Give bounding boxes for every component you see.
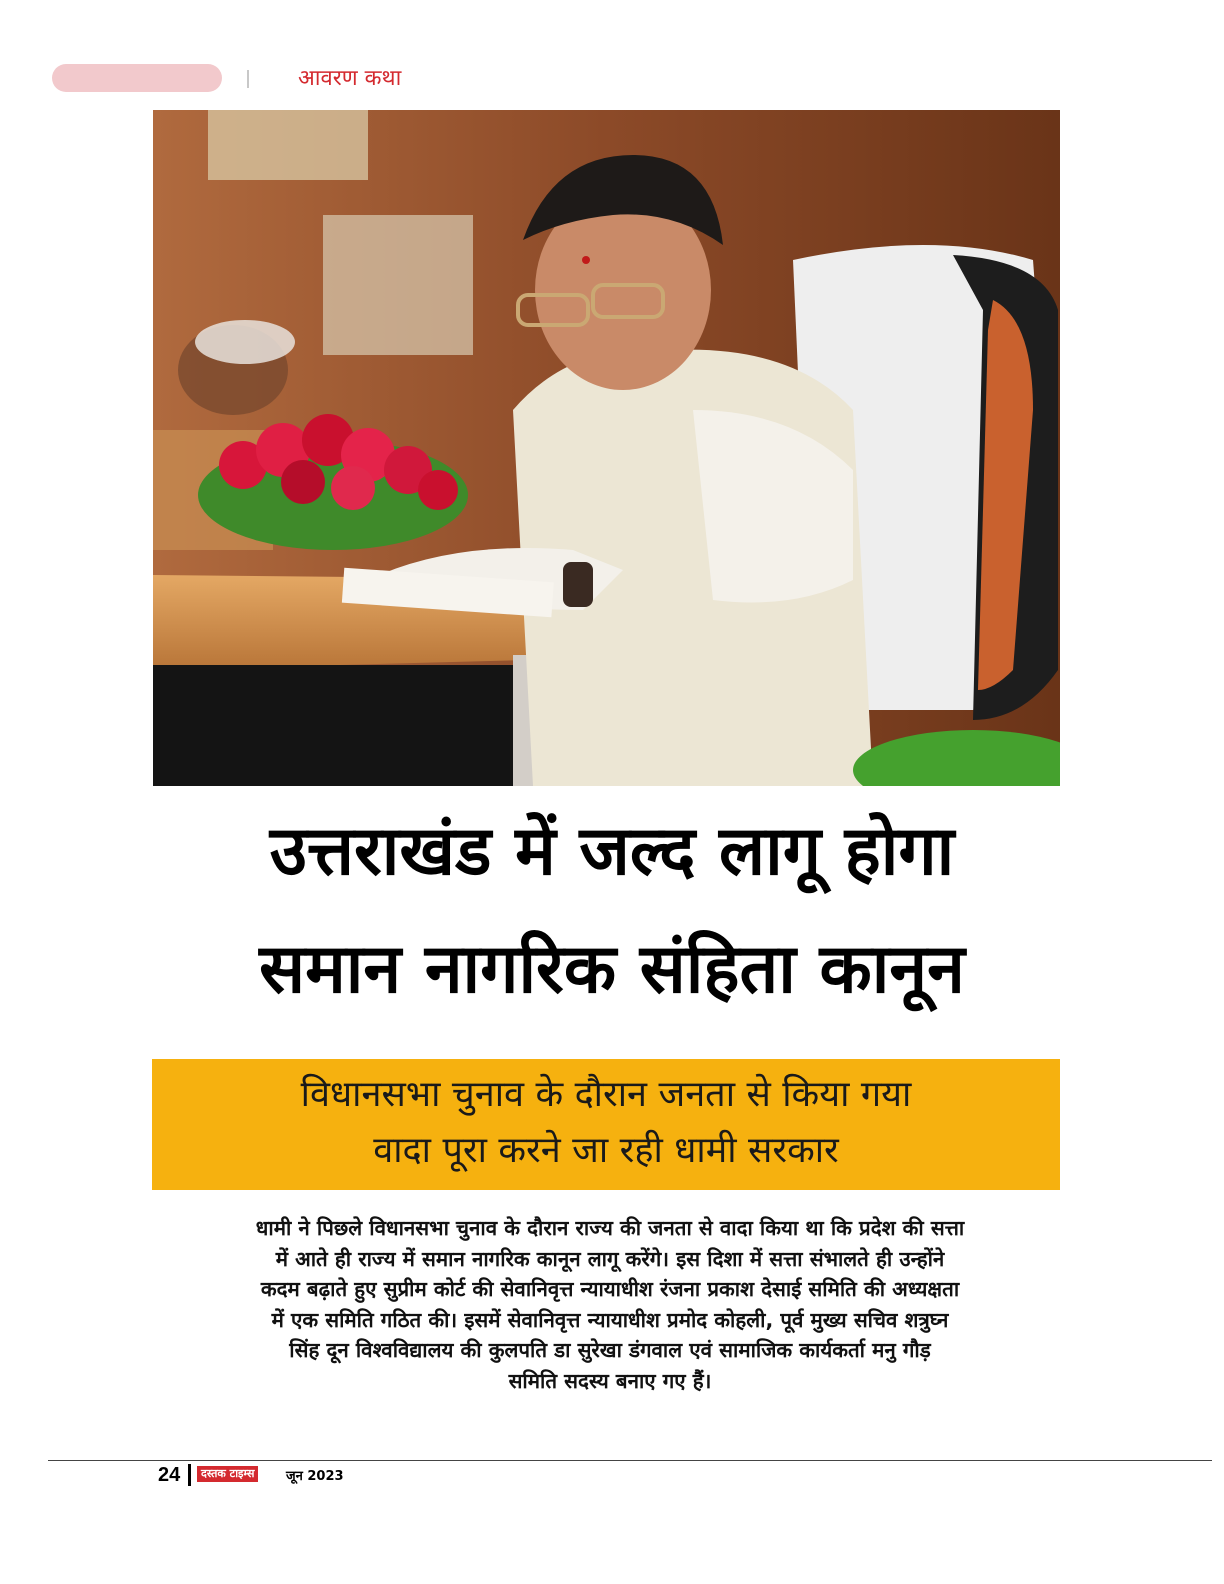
body-line: धामी ने पिछले विधानसभा चुनाव के दौरान राज्य की जनता से वादा किया था कि प्रदेश की सत्ता — [255, 1216, 965, 1240]
subheadline-line-1: विधानसभा चुनाव के दौरान जनता से किया गया — [300, 1074, 912, 1115]
subheadline-line-2: वादा पूरा करने जा रही धामी सरकार — [373, 1130, 839, 1171]
body-line: में आते ही राज्य में समान नागरिक कानून लागू करेंगे। इस दिशा में सत्ता संभालते ही उन्होंने — [275, 1246, 945, 1271]
body-line: समिति सदस्य बनाए गए हैं। — [508, 1368, 712, 1393]
page-number: 24 — [158, 1464, 181, 1486]
header-divider — [247, 70, 249, 88]
body-line: कदम बढ़ाते हुए सुप्रीम कोर्ट की सेवानिवृत्त न्यायाधीश रंजना प्रकाश देसाई समिति की अध्यक्षता — [260, 1277, 960, 1301]
body-line: सिंह दून विश्वविद्यालय की कुलपति डा सुरेखा डंगवाल एवं सामाजिक कार्यकर्ता मनु गौड़ — [289, 1338, 931, 1362]
body-paragraph — [160, 1213, 1060, 1396]
section-label: आवरण कथा — [298, 66, 402, 91]
footer-rule — [48, 1460, 1212, 1461]
subheadline-box — [152, 1059, 1060, 1190]
cover-photo — [153, 110, 1060, 786]
footer-divider — [188, 1464, 191, 1486]
issue-date: जून 2023 — [286, 1469, 344, 1484]
magazine-logo: दस्तक टाइम्स — [197, 1466, 258, 1482]
headline-line-2: समान नागरिक संहिता कानून — [259, 930, 965, 1009]
body-line: में एक समिति गठित की। इसमें सेवानिवृत्त न्यायाधीश प्रमोद कोहली, पूर्व मुख्य सचिव शत्रुघ्न — [271, 1307, 949, 1332]
headline-line-1: उत्तराखंड में जल्द लागू होगा — [269, 812, 955, 891]
magazine-name-pill — [52, 64, 222, 92]
